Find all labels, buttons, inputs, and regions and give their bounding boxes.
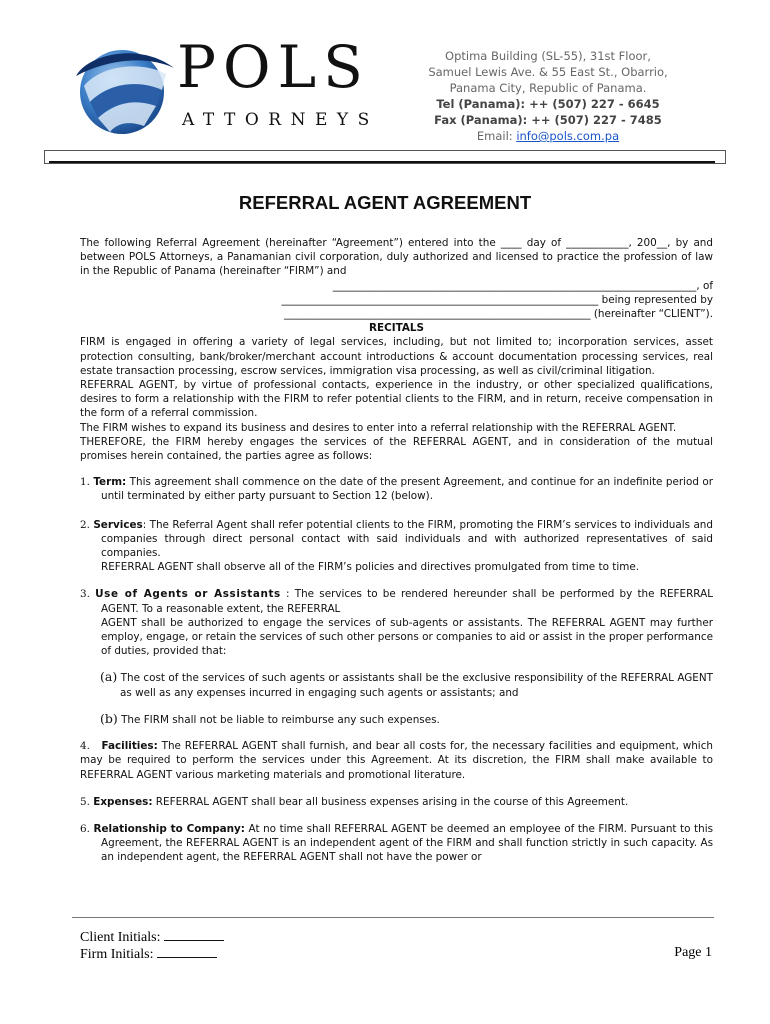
section-text: : The Referral Agent shall refer potential clients to the FIRM, promoting the FIRM’s services to individuals and companies through direct personal contact with said individuals and with authorized representatives of said companies. <box>101 518 713 560</box>
subsection-label: (b) <box>100 710 118 726</box>
subsection-text: The FIRM shall not be liable to reimburse any such expenses. <box>117 713 440 726</box>
firm-address-block <box>398 48 698 144</box>
section-title: Expenses: <box>93 795 153 808</box>
email-label: Email: <box>476 129 517 143</box>
page-number: Page 1 <box>674 945 712 960</box>
section-relationship <box>80 822 713 865</box>
logo-brand: POLS <box>177 33 370 101</box>
header-divider <box>44 150 726 164</box>
telephone: Tel (Panama): ++ (507) 227 - 6645 <box>436 97 660 111</box>
section-title: Relationship to Company: <box>93 822 245 835</box>
firm-initials-field[interactable] <box>157 945 217 958</box>
section-number: 5. <box>80 795 90 808</box>
section-text: This agreement shall commence on the date of the present Agreement, and continue for an indefinite period or until terminated by either party pursuant to Section 12 (below). <box>101 476 714 503</box>
recital-paragraph: The FIRM wishes to expand its business and desires to enter into a referral relationship with the REFERRAL AGENT. <box>80 421 677 434</box>
section-text: AGENT shall be authorized to engage the services of sub-agents or assistants. The REFERRAL AGENT may further employ, engage, or retain the services of such other persons or companies to aid or assist in the proper performance of duties, provided that: <box>101 616 713 658</box>
logo-subtitle: ATTORNEYS <box>182 110 379 130</box>
recital-paragraph: FIRM is engaged in offering a variety of legal services, including, but not limited to; incorporation services, asset protection consulting, bank/broker/merchant account introductions & account documentation processing services, real estate transaction processing, escrow services, immigration visa processing, as well as civil/criminal litigation. <box>80 336 713 377</box>
section-text: The REFERRAL AGENT shall furnish, and bear all costs for, the necessary facilities and equipment, which may be required to perform the services under this Agreement. At its discretion, the FIRM shall make available to REFERRAL AGENT various marketing materials and promotional literature. <box>80 740 713 781</box>
section-text: REFERRAL AGENT shall bear all business expenses arising in the course of this Agreement. <box>152 795 629 808</box>
section-number: 3. <box>80 588 90 601</box>
subsection-label: (a) <box>100 669 118 685</box>
pols-logo <box>70 33 379 136</box>
recitals-heading: RECITALS <box>368 322 425 335</box>
fax: Fax (Panama): ++ (507) 227 - 7485 <box>434 113 662 127</box>
section-term <box>80 475 713 503</box>
section-title: Facilities: <box>101 740 158 753</box>
section-title: Term: <box>93 476 127 489</box>
recital-paragraph: REFERRAL AGENT, by virtue of professional contacts, experience in the industry, or other specialized qualifications, desires to form a relationship with the FIRM to refer potential clients to the FIRM, and in return, receive compensation in the form of a referral commission. <box>80 379 713 420</box>
section-text: REFERRAL AGENT shall observe all of the FIRM’s policies and directives promulgated from time to time. <box>101 561 640 574</box>
section-number: 1. <box>80 476 90 489</box>
client-initials <box>80 928 224 946</box>
address-line: Panama City, Republic of Panama. <box>449 81 647 95</box>
section-agents <box>80 587 713 615</box>
recital-paragraph: THEREFORE, the FIRM hereby engages the services of the REFERRAL AGENT, and in consideration of the mutual promises herein contained, the parties agree as follows: <box>80 435 713 463</box>
intro-paragraph: The following Referral Agreement (hereinafter “Agreement”) entered into the ____ day of ____________, 200__, by and between POLS Attorneys, a Panamanian civil corporation, duly authorized and licensed to practice the profession of law in the Republic of Panama (hereinafter “FIRM”) and <box>80 237 713 278</box>
address-line: Optima Building (SL-55), 31st Floor, <box>445 49 651 63</box>
client-initials-label: Client Initials: <box>80 930 161 945</box>
section-title: Use of Agents or Assistants <box>95 588 281 601</box>
party-blank-line: _____________________________________________________________ being represented by <box>281 293 713 306</box>
section-text: : The services to be rendered hereunder shall be performed by the REFERRAL AGENT. To a reasonable extent, the REFERRAL <box>101 588 713 615</box>
section-number: 2. <box>80 518 90 531</box>
firm-initials <box>80 945 217 963</box>
divider-line <box>49 161 715 163</box>
section-facilities <box>80 739 713 782</box>
document-title: REFERRAL AGENT AGREEMENT <box>238 192 532 213</box>
subsection-b <box>80 712 713 727</box>
section-services <box>80 518 713 561</box>
section-text: At no time shall REFERRAL AGENT be deemed an employee of the FIRM. Pursuant to this Agreement, the REFERRAL AGENT is an independent agent of the FIRM and shall function strictly in such capacity. As an independent agent, the REFERRAL AGENT shall not have the power or <box>101 822 713 864</box>
address-line: Samuel Lewis Ave. & 55 East St., Obarrio, <box>428 65 668 79</box>
section-number: 6. <box>80 822 90 835</box>
document-body <box>80 236 713 865</box>
subsection-text: The cost of the services of such agents or assistants shall be the exclusive responsibility of the REFERRAL AGENT as well as any expenses incurred in engaging such agents or assistants; and <box>117 672 713 699</box>
globe-logo-icon <box>70 46 178 138</box>
party-blank-line: ___________________________________________________________ (hereinafter “CLIENT”). <box>284 308 713 321</box>
section-number: 4. <box>80 740 90 753</box>
section-title: Services <box>93 518 143 531</box>
section-expenses <box>80 795 713 809</box>
firm-initials-label: Firm Initials: <box>80 947 154 962</box>
party-blank-line: ______________________________________________________________________, of <box>332 279 713 292</box>
client-initials-field[interactable] <box>164 928 224 941</box>
email-line <box>398 128 698 144</box>
email-link[interactable]: info@pols.com.pa <box>516 129 620 143</box>
subsection-a <box>80 670 713 699</box>
footer-divider <box>72 917 714 918</box>
